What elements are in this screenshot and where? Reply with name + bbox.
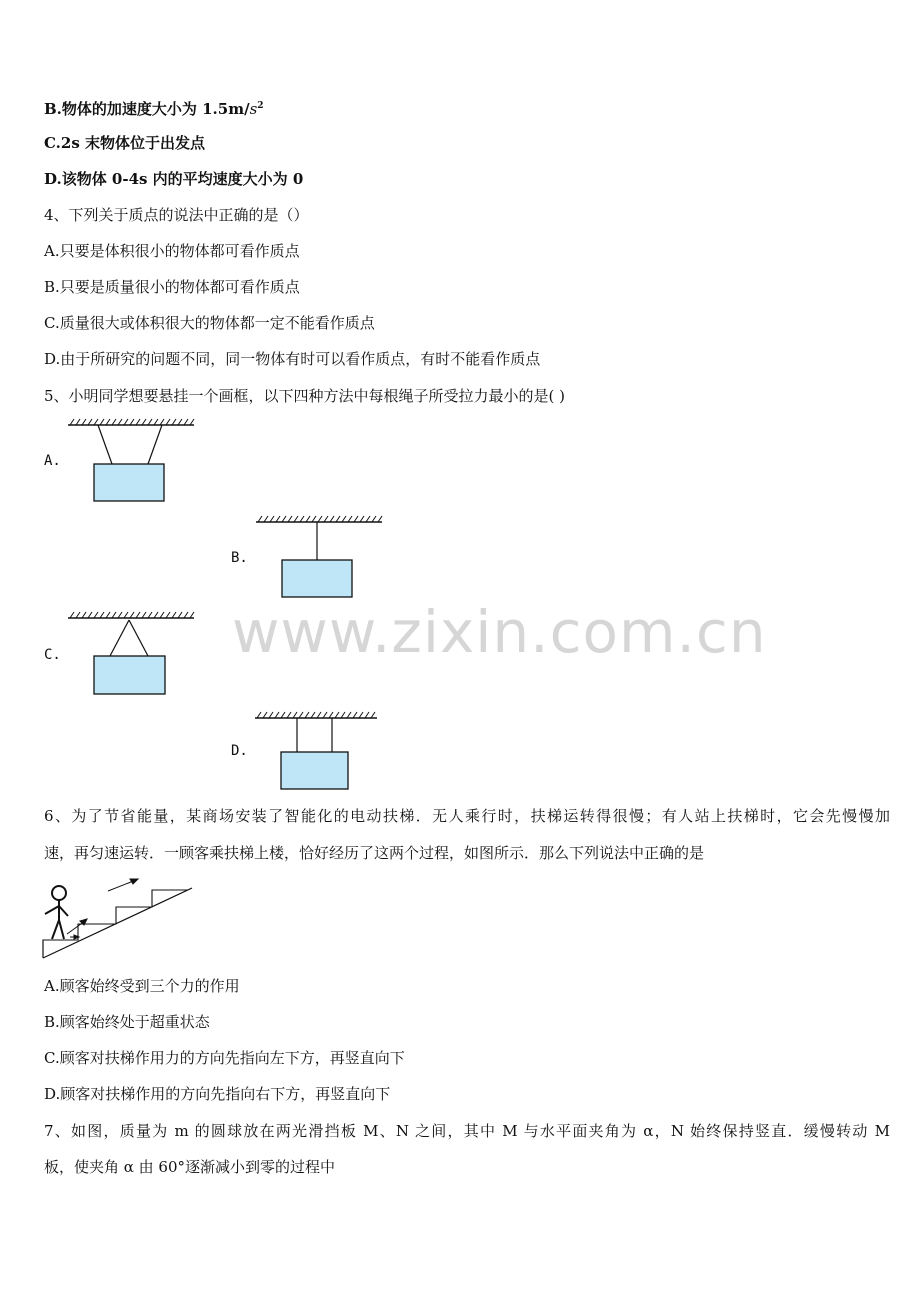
q5-label-a: A. bbox=[44, 453, 61, 469]
q4-option-b: B.只要是质量很小的物体都可看作质点 bbox=[44, 278, 300, 296]
q6-option-d: D.顾客对扶梯作用的方向先指向右下方，再竖直向下 bbox=[44, 1085, 391, 1103]
acceleration-arrow-icon bbox=[67, 919, 87, 934]
q6-escalator-figure bbox=[40, 876, 196, 962]
q6-stem-line2: 速，再匀速运转．一顾客乘扶梯上楼，恰好经历了这两个过程，如图所示．那么下列说法中正确的是 bbox=[44, 844, 705, 862]
q5-stem: 5、小明同学想要悬挂一个画框，以下四种方法中每根绳子所受拉力最小的是( ) bbox=[44, 387, 566, 405]
q6-stem-line1: 6、为了节省能量，某商场安装了智能化的电动扶梯．无人乘行时，扶梯运转得很慢；有人站上扶梯时，它会先慢慢加 bbox=[44, 807, 890, 825]
q5-label-c: C. bbox=[44, 647, 61, 663]
q5-figure-a bbox=[66, 418, 198, 504]
q3-option-b bbox=[44, 96, 264, 119]
watermark: www.zixin.com.cn bbox=[232, 598, 767, 666]
q3-option-b-unit: s bbox=[249, 100, 258, 118]
person-icon bbox=[45, 886, 68, 939]
q5-label-d: D. bbox=[231, 743, 248, 759]
q5-figure-d bbox=[253, 710, 381, 792]
q6-option-a: A.顾客始终受到三个力的作用 bbox=[44, 977, 240, 995]
q4-option-a: A.只要是体积很小的物体都可看作质点 bbox=[44, 242, 300, 260]
q5-figure-b bbox=[254, 515, 386, 601]
q4-option-d: D.由于所研究的问题不同，同一物体有时可以看作质点，有时不能看作质点 bbox=[44, 350, 541, 368]
velocity-arrow-icon bbox=[108, 879, 138, 891]
ceiling-hatch bbox=[70, 419, 194, 425]
q3-option-d: D.该物体 0-4s 内的平均速度大小为 0 bbox=[44, 170, 304, 188]
q3-option-c: C.2s 末物体位于出发点 bbox=[44, 134, 206, 152]
q7-stem-line1: 7、如图，质量为 m 的圆球放在两光滑挡板 M、N 之间，其中 M 与水平面夹角为 α，N 始终保持竖直．缓慢转动 M bbox=[44, 1122, 890, 1140]
q3-option-b-sup: 2 bbox=[257, 101, 264, 111]
q4-option-c: C.质量很大或体积很大的物体都一定不能看作质点 bbox=[44, 314, 375, 332]
q4-stem: 4、下列关于质点的说法中正确的是（） bbox=[44, 206, 309, 224]
q5-figure-c bbox=[66, 610, 198, 698]
q6-option-b: B.顾客始终处于超重状态 bbox=[44, 1013, 210, 1031]
q5-label-b: B. bbox=[231, 550, 248, 566]
q3-option-b-text: B.物体的加速度大小为 1.5m/ bbox=[44, 100, 250, 118]
q7-stem-line2: 板，使夹角 α 由 60°逐渐减小到零的过程中 bbox=[44, 1158, 336, 1176]
q6-option-c: C.顾客对扶梯作用力的方向先指向左下方，再竖直向下 bbox=[44, 1049, 405, 1067]
